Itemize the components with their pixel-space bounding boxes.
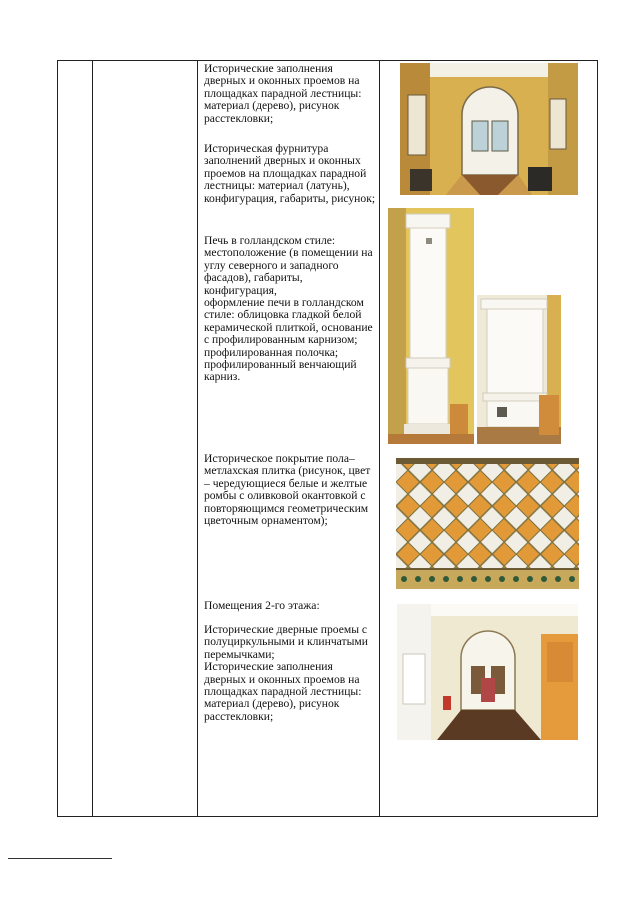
footer-rule (8, 858, 112, 859)
text-floor-tiles: Историческое покрытие пола– метлахская плитка (рисунок, цвет – чередующиеся белые и желтые ромбы с оливковой окантовкой с повторяющимся геометрическим цветочным орнаментом); (204, 452, 371, 528)
photo-corridor-1st-floor (400, 63, 578, 195)
text-second-floor-heading: Помещения 2-го этажа: (204, 599, 320, 612)
table-bottom-border (57, 816, 598, 817)
text-dutch-stove: Печь в голландском стиле: местоположение (в помещении на углу северного и западного фасадов), габариты, конфигурация, оформление печи в голландском стиле: облицовка гладкой белой керамической плиткой, основание с профилированным карнизом; профилированная полочка; профилированный венчающий карниз. (204, 234, 373, 384)
text-historic-fillings: Исторические заполнения дверных и оконных проемов на площадках парадной лестницы: материал (дерево), рисунок расстекловки; (204, 62, 362, 125)
column-divider-3 (379, 60, 380, 817)
text-historic-hardware: Историческая фурнитура заполнений дверных и оконных проемов на площадках парадной лестницы: материал (латунь), конфигурация, габариты, рисунок; (204, 142, 376, 205)
photo-dutch-stove-corner (477, 295, 561, 444)
table-left-border (57, 60, 58, 817)
photo-dutch-stove-tall (388, 208, 474, 444)
table-right-border (597, 60, 598, 817)
photo-metlakh-floor (396, 458, 579, 589)
column-divider-1 (92, 60, 93, 817)
text-second-floor-doors: Исторические дверные проемы с полуциркульными и клинчатыми перемычками; Исторические заполнения дверных и оконных проемов на площадках парадной лестницы: материал (дерево), рисунок расстекловки; (204, 623, 368, 723)
table-top-border (57, 60, 598, 61)
photo-corridor-2nd-floor (397, 604, 578, 740)
column-divider-2 (197, 60, 198, 817)
